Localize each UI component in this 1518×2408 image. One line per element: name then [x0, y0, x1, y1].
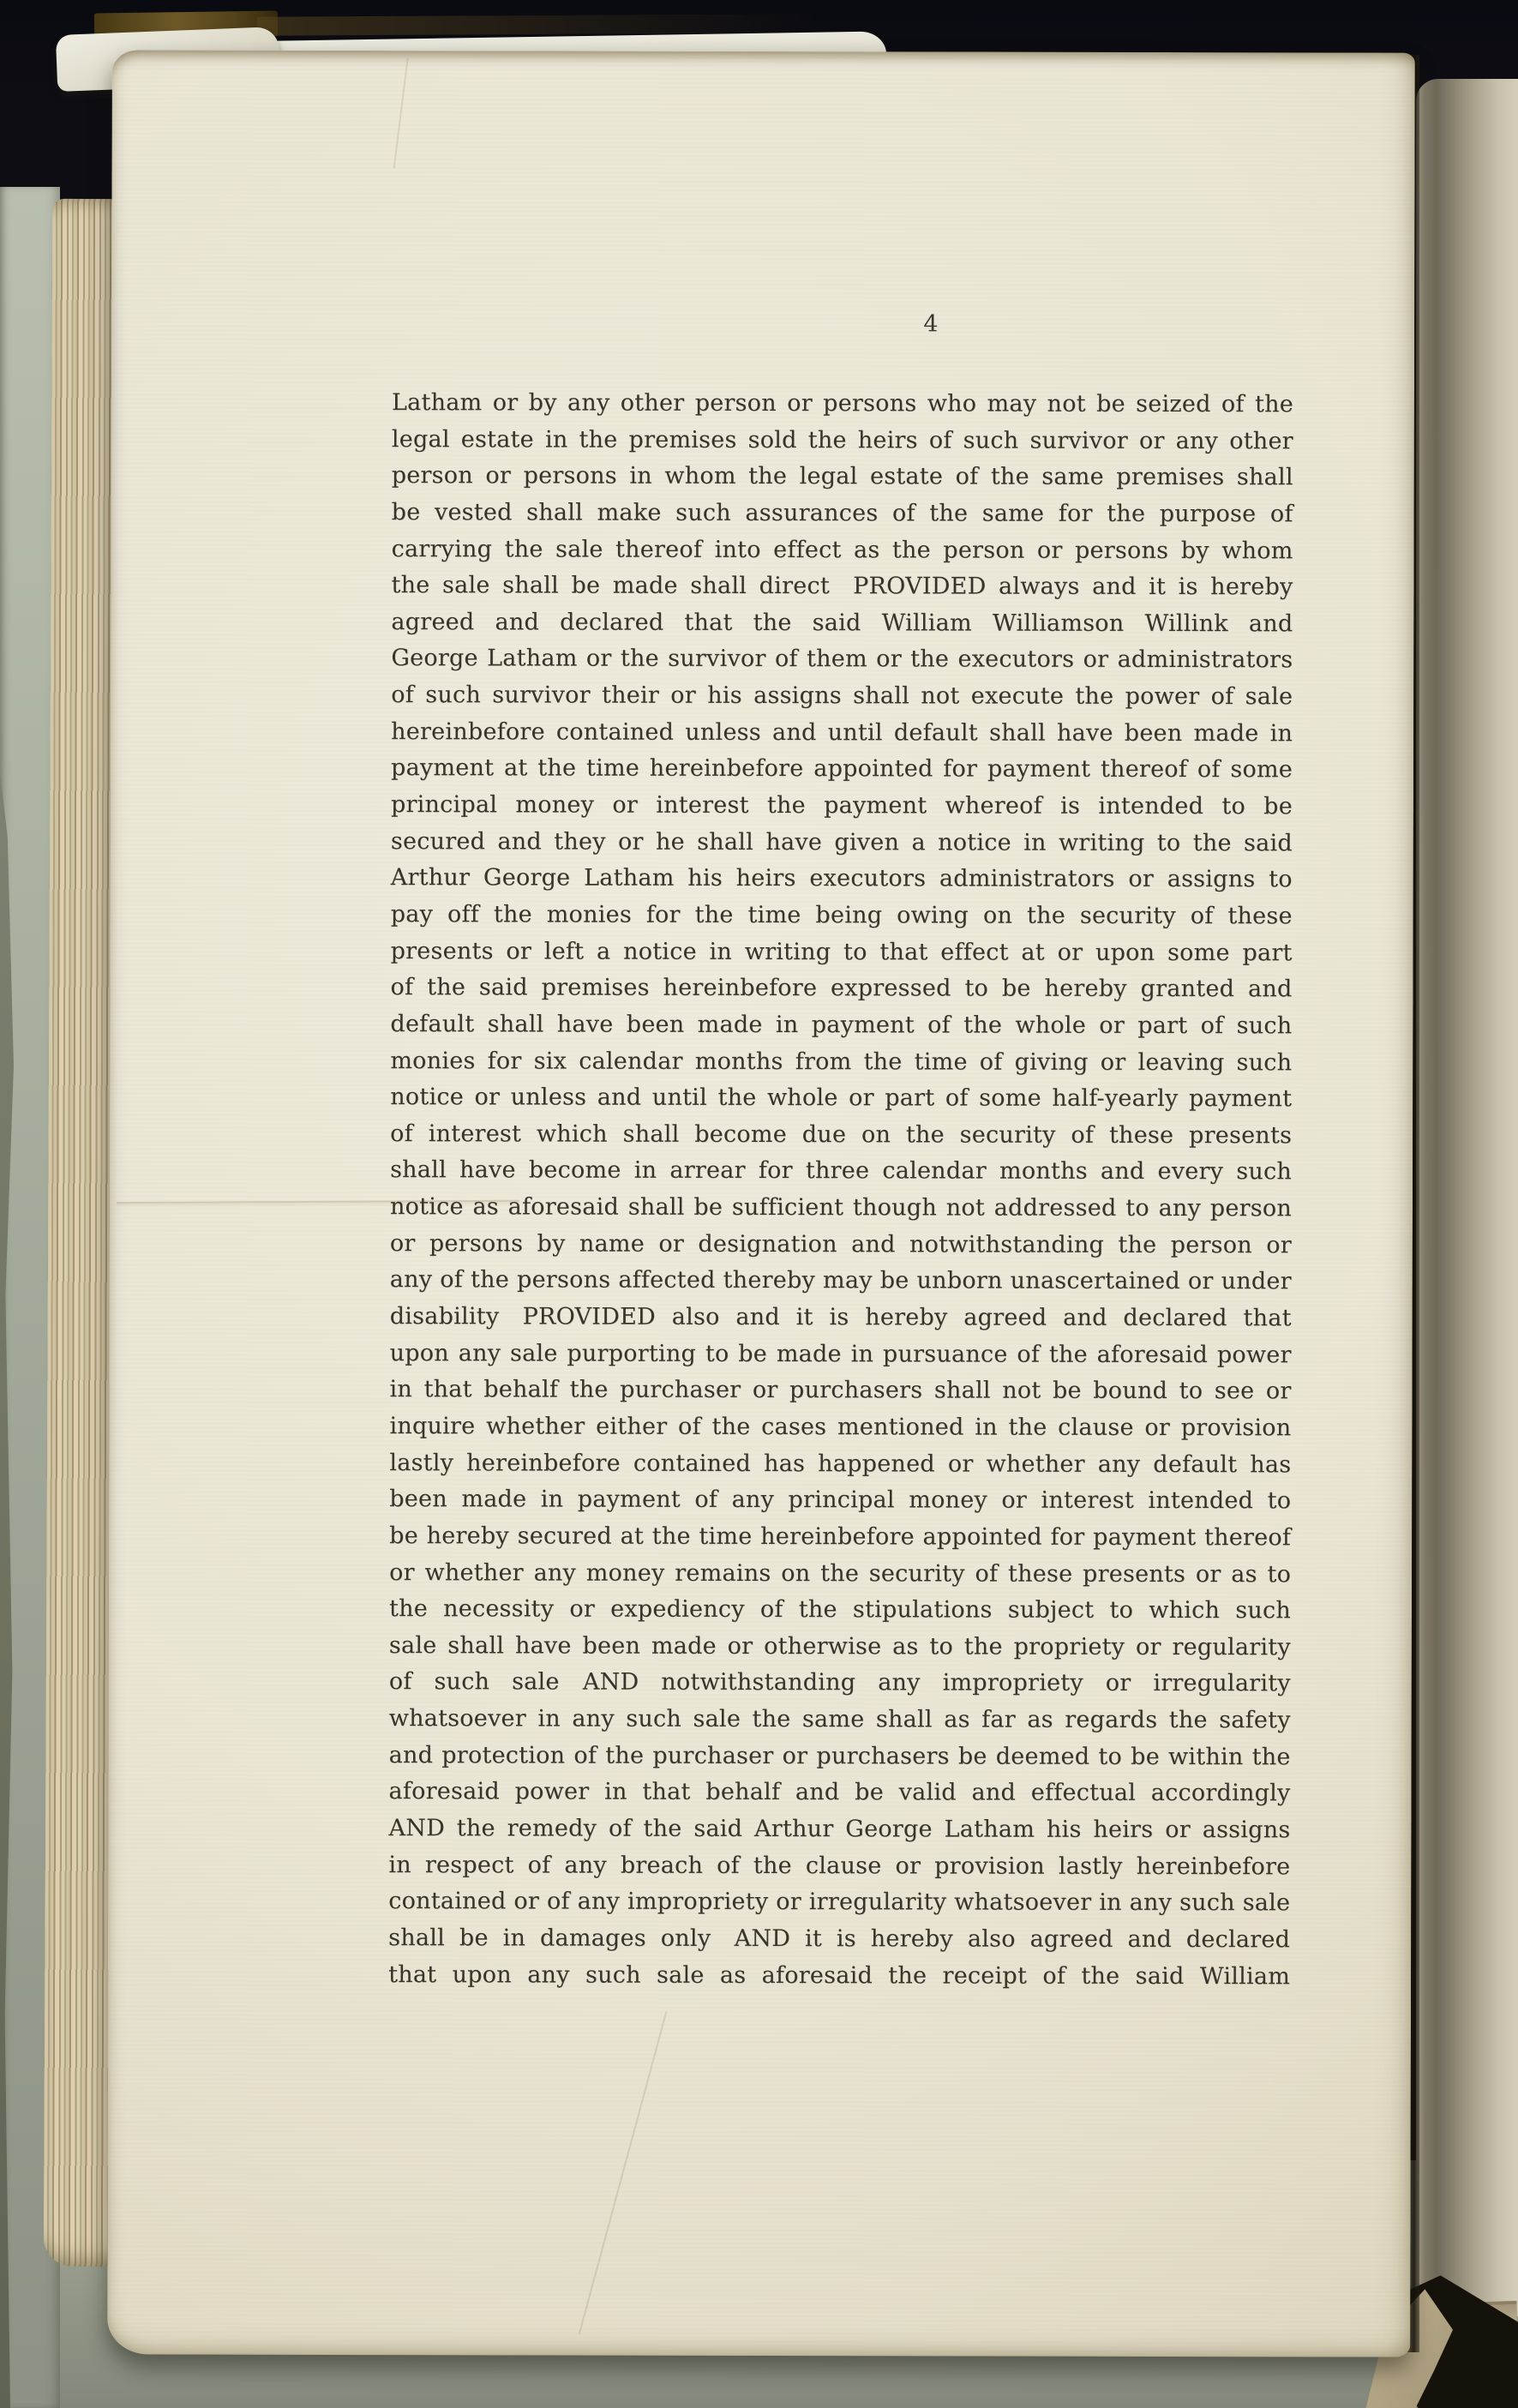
text-line: notice or unless and until the whole or part of some half-yearly payment: [390, 1084, 1293, 1113]
text-line: aforesaid power in that behalf and be valid and effectual accordingly: [388, 1778, 1291, 1807]
text-line: or whether any money remains on the security of these presents or as to: [389, 1558, 1292, 1588]
text-line: sale shall have been made or otherwise as to the propriety or regularity: [388, 1631, 1291, 1661]
text-line: that upon any such sale as aforesaid the receipt of the said William: [388, 1961, 1291, 1990]
text-line: monies for six calendar months from the time of giving or leaving such: [390, 1047, 1293, 1076]
text-line: secured and they or he shall have given a notice in writing to the said: [390, 827, 1293, 856]
text-line: in that behalf the purchaser or purchasers shall not be bound to see or: [389, 1376, 1292, 1405]
text-line: person or persons in whom the legal estate of the same premises shall: [391, 462, 1293, 491]
text-line: the sale shall be made shall direct PROVIDED always and it is hereby: [391, 572, 1293, 601]
text-line: contained or of any impropriety or irregularity whatsoever in any such sale: [388, 1888, 1291, 1917]
text-line: and protection of the purchaser or purchasers be deemed to be within the: [388, 1741, 1291, 1770]
text-line: hereinbefore contained unless and until default shall have been made in: [391, 718, 1293, 748]
text-line: be hereby secured at the time hereinbefore appointed for payment thereof: [389, 1522, 1292, 1552]
text-line: carrying the sale thereof into effect as the person or persons by whom: [391, 535, 1293, 564]
bottom-crease: [579, 2011, 668, 2334]
page-number: 4: [923, 310, 939, 338]
text-line: Arthur George Latham his heirs executors administrators or assigns to: [390, 864, 1293, 893]
text-line: lastly hereinbefore contained has happened or whether any default has: [389, 1449, 1292, 1478]
text-line: of interest which shall become due on the security of these presents: [390, 1120, 1293, 1150]
top-crease: [393, 57, 409, 168]
text-line: Latham or by any other person or persons who may not be seized of the: [391, 389, 1293, 418]
text-line: payment at the time hereinbefore appointed for payment thereof of some: [391, 754, 1293, 784]
text-line: legal estate in the premises sold the heirs of such survivor or any other: [391, 425, 1293, 454]
text-line: notice as aforesaid shall be sufficient though not addressed to any person: [389, 1193, 1293, 1222]
text-line: the necessity or expediency of the stipulations subject to which such: [388, 1595, 1292, 1624]
page-text-block: [388, 385, 1293, 1995]
text-line: be vested shall make such assurances of the same for the purpose of: [391, 499, 1293, 528]
text-line: inquire whether either of the cases mentioned in the clause or provision: [389, 1413, 1292, 1442]
text-line: default shall have been made in payment of the whole or part of such: [390, 1010, 1293, 1040]
text-line: upon any sale purporting to be made in pursuance of the aforesaid power: [389, 1339, 1292, 1368]
text-line: presents or left a notice in writing to that effect at or upon some part: [390, 937, 1293, 966]
text-line: in respect of any breach of the clause or provision lastly hereinbefore: [388, 1851, 1291, 1880]
text-line: been made in payment of any principal money or interest intended to: [389, 1486, 1292, 1515]
book-page: [107, 50, 1415, 2357]
text-line: or persons by name or designation and notwithstanding the person or: [389, 1229, 1292, 1259]
text-line: principal money or interest the payment whereof is intended to be: [390, 791, 1293, 820]
text-line: agreed and declared that the said William Williamson Willink and: [391, 608, 1293, 638]
facing-page-edge: [1416, 79, 1518, 2316]
text-line: shall have become in arrear for three calendar months and every such: [390, 1156, 1293, 1186]
text-line: whatsoever in any such sale the same shall as far as regards the safety: [388, 1705, 1291, 1734]
text-line: of the said premises hereinbefore expressed to be hereby granted and: [390, 974, 1293, 1003]
text-line: disability PROVIDED also and it is hereby agreed and declared that: [389, 1303, 1292, 1332]
text-line: of such survivor their or his assigns shall not execute the power of sale: [391, 682, 1293, 711]
text-line: any of the persons affected thereby may be unborn unascertained or under: [389, 1266, 1292, 1295]
text-line: AND the remedy of the said Arthur George Latham his heirs or assigns: [388, 1815, 1291, 1844]
text-line: pay off the monies for the time being owing on the security of these: [390, 901, 1293, 930]
cover-shadow-smear: [257, 14, 814, 35]
text-line: shall be in damages only AND it is hereby also agreed and declared: [388, 1924, 1291, 1954]
text-line: George Latham or the survivor of them or the executors or administrators: [391, 645, 1293, 674]
text-line: of such sale AND notwithstanding any impropriety or irregularity: [388, 1668, 1291, 1697]
